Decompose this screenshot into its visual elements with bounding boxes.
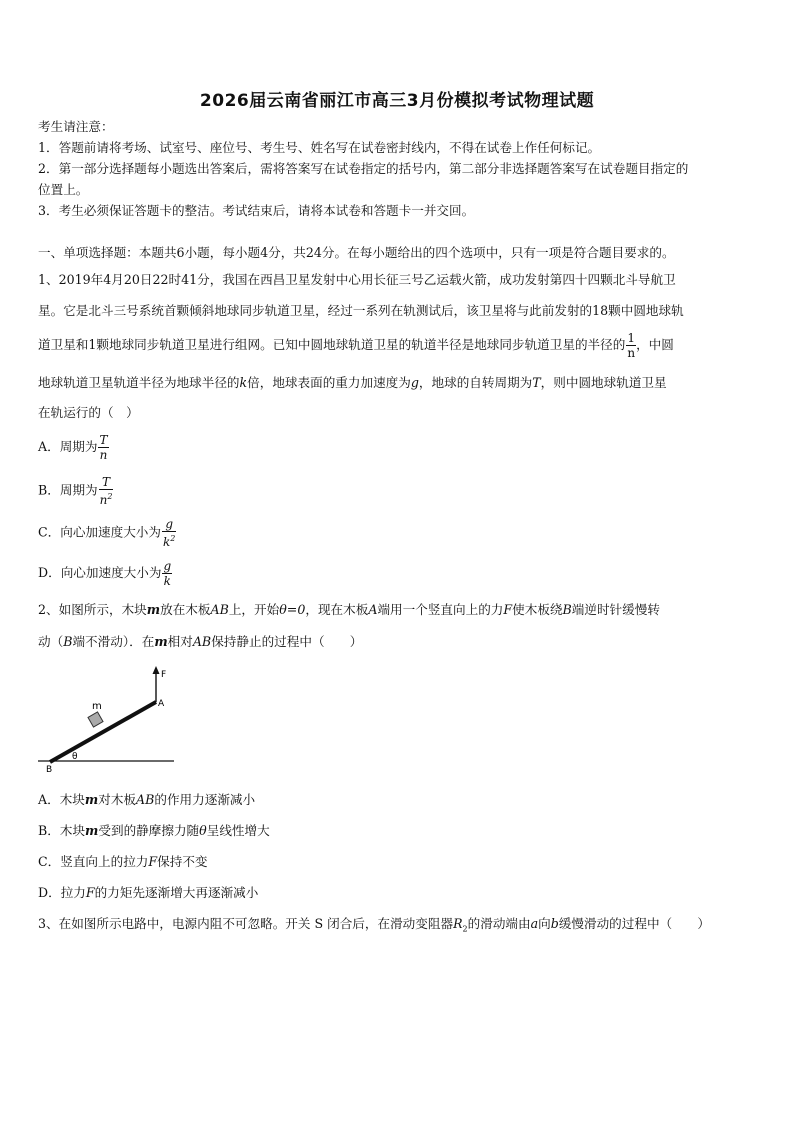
notice-item-2: 2．第一部分选择题每小题选出答案后，需将答案写在试卷指定的括号内，第二部分非选择题答案写在试卷题目指定的 xyxy=(38,161,689,176)
q2-text: 呈线性增大 xyxy=(206,823,270,838)
fraction-numerator: g xyxy=(162,517,176,532)
q2-line-2 xyxy=(38,634,362,650)
var-g: g xyxy=(410,375,419,390)
q2-option-a xyxy=(38,792,255,808)
incline-figure xyxy=(34,664,184,776)
q1-line-5: 在轨运行的（ ） xyxy=(38,405,139,420)
var-theta-zero: θ=0 xyxy=(279,602,306,617)
var-F: F xyxy=(85,885,95,900)
q2-text: 的力矩先逐渐增大再逐渐减小 xyxy=(94,885,259,900)
var-A: A xyxy=(368,602,378,617)
page-title: 2026届云南省丽江市高三3月份模拟考试物理试题 xyxy=(199,91,595,111)
q2-line-1 xyxy=(38,602,660,618)
notice-item-2-cont: 位置上。 xyxy=(38,182,89,197)
q1-text: 倍，地球表面的重力加速度为 xyxy=(247,375,411,390)
fraction-numerator: 1 xyxy=(627,331,636,345)
var-AB: AB xyxy=(136,792,155,807)
q2-text: 端不滑动）．在 xyxy=(72,634,155,649)
q2-text: 端逆时针缓慢转 xyxy=(571,602,660,617)
var-m: m xyxy=(154,634,168,649)
var-AB: AB xyxy=(192,634,212,649)
var-k: k xyxy=(239,375,248,390)
var-B: B xyxy=(562,602,572,617)
q2-text: ，现在木板 xyxy=(305,602,369,617)
label-A: A xyxy=(158,699,165,709)
option-label: A．周期为 xyxy=(38,439,98,454)
section-heading: 一、单项选择题：本题共6小题，每小题4分，共24分。在每小题给出的四个选项中，只有一项是符合题目要求的。 xyxy=(38,245,675,260)
q2-text: 保持静止的过程中（ ） xyxy=(211,634,363,649)
q1-text: ，则中圆地球轨道卫星 xyxy=(540,375,667,390)
q3-text: 的滑动端由 xyxy=(467,916,531,931)
q1-line-1: 1、2019年4月20日22时41分，我国在西昌卫星发射中心用长征三号乙运载火箭，成功发射第四十四颗北斗导航卫 xyxy=(38,272,676,287)
q1-text: 道卫星和1颗地球同步轨道卫星进行组网。已知中圆地球轨道卫星的轨道半径是地球同步轨道卫星的半径的 xyxy=(38,337,626,352)
q3-line-1 xyxy=(38,916,710,938)
var-F: F xyxy=(503,602,513,617)
notice-item-3: 3．考生必须保证答题卡的整洁。考试结束后，请将本试卷和答题卡一并交回。 xyxy=(38,203,475,218)
q2-option-c xyxy=(38,854,208,870)
q1-line-4 xyxy=(38,375,667,391)
label-theta: θ xyxy=(72,752,78,762)
board-ab xyxy=(50,702,156,762)
q2-text: 上，开始 xyxy=(228,602,280,617)
notice-item-1: 1．答题前请将考场、试室号、座位号、考生号、姓名写在试卷密封线内，不得在试卷上作任何标记。 xyxy=(38,140,601,155)
var-theta: θ xyxy=(199,823,207,838)
q1-option-d xyxy=(38,559,172,588)
fraction-denominator: n xyxy=(627,346,636,360)
fraction-denominator xyxy=(99,490,114,507)
q2-text: 端用一个竖直向上的力 xyxy=(377,602,504,617)
var-a: a xyxy=(530,916,539,931)
fraction-numerator: g xyxy=(163,559,172,573)
var-m: m xyxy=(146,602,161,617)
block-m xyxy=(88,712,103,727)
q2-text: 对木板 xyxy=(98,792,136,807)
q2-text: 动（ xyxy=(38,634,64,649)
label-B: B xyxy=(46,765,53,775)
var-m: m xyxy=(84,792,99,807)
fraction-numerator: T xyxy=(99,433,108,447)
var-m: m xyxy=(85,823,99,838)
option-label: D．向心加速度大小为 xyxy=(38,565,162,580)
q2-text: 受到的静摩擦力随 xyxy=(98,823,200,838)
q1-line-2: 星。它是北斗三号系统首颗倾斜地球同步轨道卫星，经过一系列在轨测试后，该卫星将与此前发射的18颗中圆地球轨 xyxy=(38,303,684,318)
q1-option-b xyxy=(38,475,113,507)
q3-text: 缓慢滑动的过程中（ ） xyxy=(558,916,710,931)
q1-text: ，地球的自转周期为 xyxy=(418,375,533,390)
fraction-denominator xyxy=(162,532,176,549)
var-B: B xyxy=(63,634,73,649)
q2-text: 使木板绕 xyxy=(512,602,563,617)
q1-text: ，中圆 xyxy=(636,337,674,352)
var-T: T xyxy=(532,375,541,390)
q3-text: 3、在如图所示电路中，电源内阻不可忽略。开关 S 闭合后，在滑动变阻器 xyxy=(38,916,454,931)
var-F: F xyxy=(148,854,158,869)
q3-text: 向 xyxy=(538,916,551,931)
var-AB: AB xyxy=(210,602,229,617)
denominator-exponent: 2 xyxy=(107,492,113,501)
denominator-exponent: 2 xyxy=(170,534,176,543)
option-label: C．向心加速度大小为 xyxy=(38,524,161,540)
option-fraction xyxy=(162,559,172,588)
force-arrow-head xyxy=(153,666,160,674)
q2-text: A．木块 xyxy=(38,792,85,807)
denominator-base: n xyxy=(99,493,108,507)
q1-option-a xyxy=(38,433,109,462)
fraction-numerator: T xyxy=(99,475,114,490)
option-label: B．周期为 xyxy=(38,482,98,498)
var-b: b xyxy=(550,916,559,931)
q2-text: 2、如图所示，木块 xyxy=(38,602,147,617)
q1-text: 地球轨道卫星轨道半径为地球半径的 xyxy=(38,375,240,390)
q2-option-b xyxy=(38,823,270,839)
fraction-1-over-n xyxy=(626,331,636,360)
denominator-base: k xyxy=(162,535,171,549)
fraction-denominator: k xyxy=(163,574,171,588)
q1-line-3 xyxy=(38,331,674,360)
q2-option-d xyxy=(38,885,258,901)
option-fraction xyxy=(98,433,108,462)
option-fraction xyxy=(162,517,176,549)
q2-text: 放在木板 xyxy=(160,602,211,617)
q2-text: C．竖直向上的拉力 xyxy=(38,854,149,869)
q2-text: 相对 xyxy=(167,634,193,649)
q2-text: D．拉力 xyxy=(38,885,86,900)
q1-option-c xyxy=(38,517,176,549)
var-R-subscript: 2 xyxy=(462,924,468,934)
fraction-denominator: n xyxy=(99,448,108,462)
option-fraction xyxy=(99,475,114,507)
q2-text: B．木块 xyxy=(38,823,86,838)
label-m: m xyxy=(92,701,102,712)
notice-heading: 考生请注意： xyxy=(38,119,114,134)
q2-text: 的作用力逐渐减小 xyxy=(154,792,256,807)
q2-text: 保持不变 xyxy=(157,854,208,869)
label-F: F xyxy=(161,670,167,680)
var-R: R xyxy=(453,916,463,931)
